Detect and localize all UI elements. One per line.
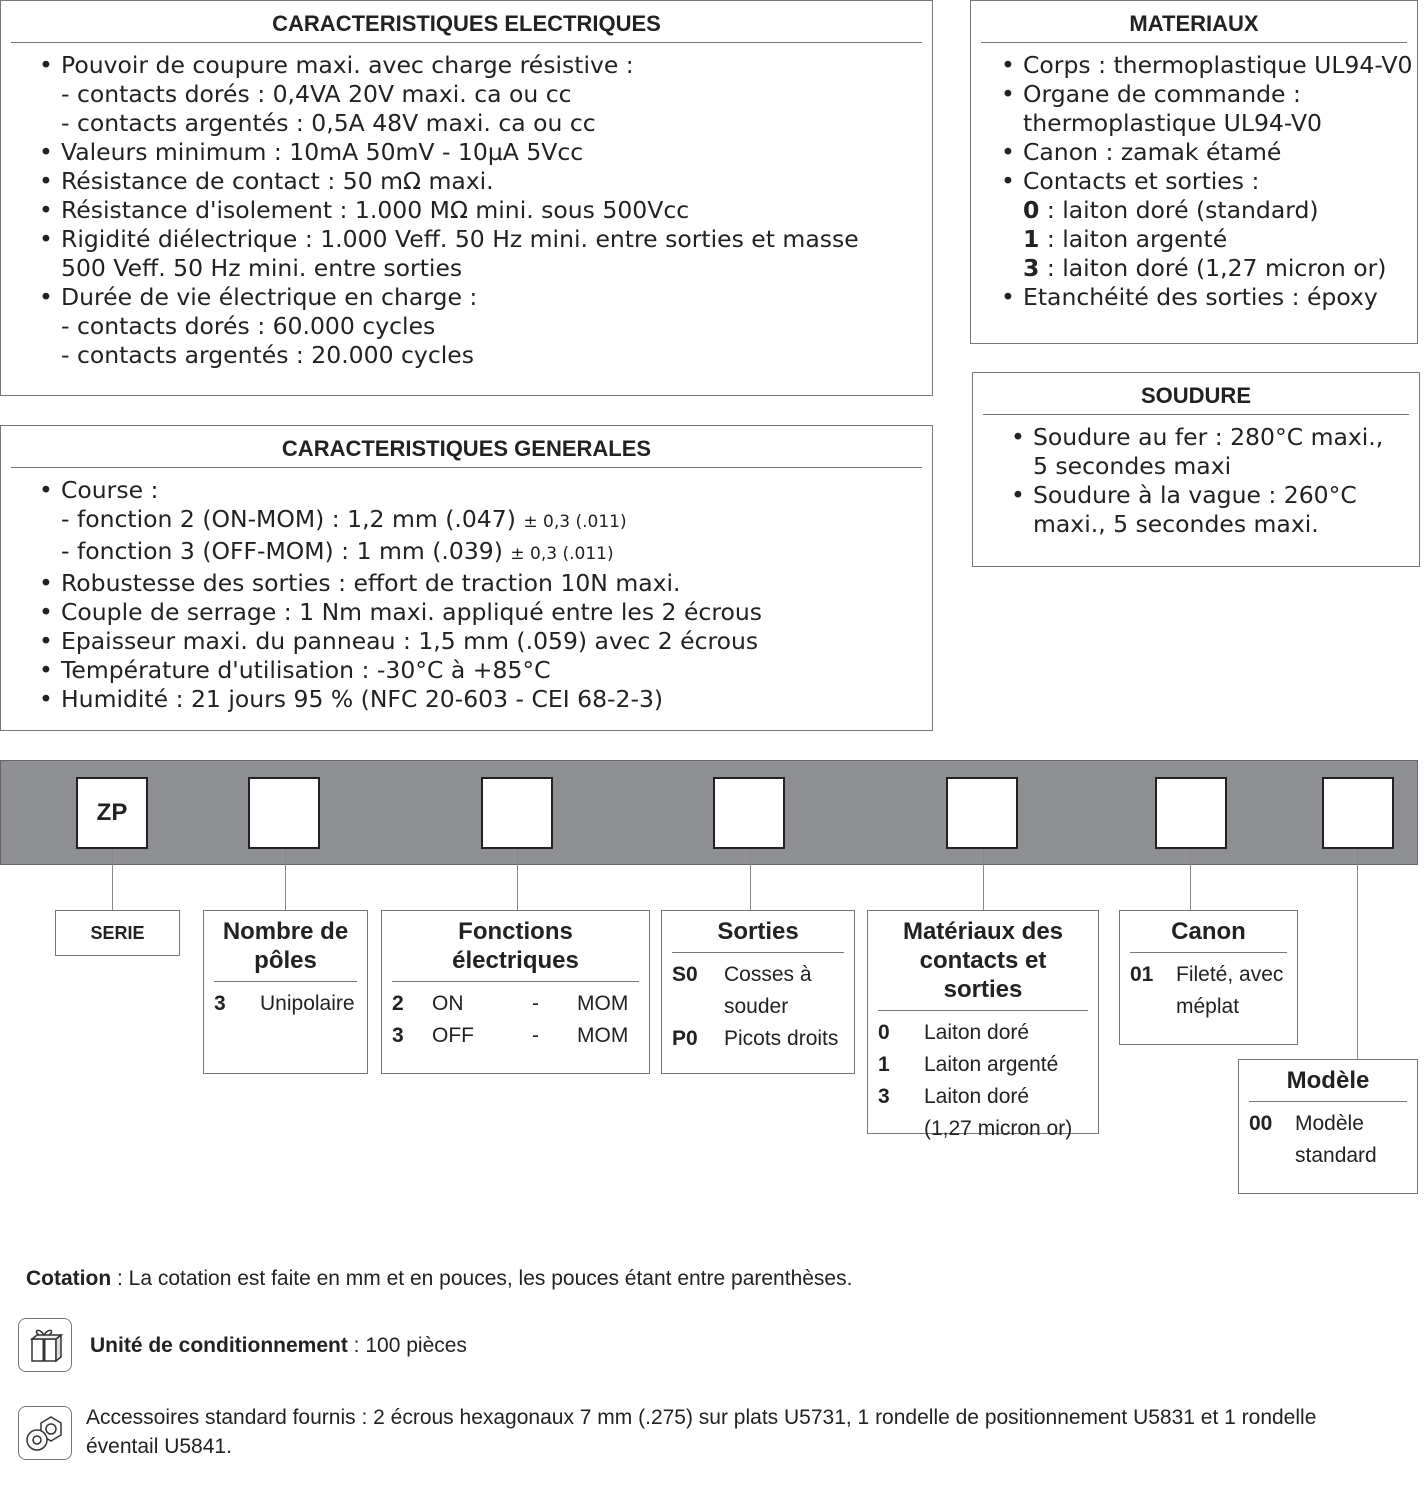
materials-item: • Contacts et sorties : 0 : laiton doré (standard) 1 : laiton argenté 3 : laiton doré (1,27 micron or) xyxy=(1001,167,1417,283)
materials-item: • Etanchéité des sorties : époxy xyxy=(1001,283,1417,312)
canon-box xyxy=(1119,910,1298,1045)
functions-option: 2 ON - MOM xyxy=(392,992,629,1015)
packaging-note: Unité de conditionnement : 100 pièces xyxy=(90,1334,467,1357)
general-item: • Epaisseur maxi. du panneau : 1,5 mm (.059) avec 2 écrous xyxy=(39,627,932,656)
slot-poles xyxy=(248,777,320,849)
cotation-note: Cotation : La cotation est faite en mm et en pouces, les pouces étant entre parenthèses. xyxy=(26,1267,853,1290)
contacts-title: Matériaux des contacts et sorties xyxy=(878,917,1088,1011)
materials-item: • Corps : thermoplastique UL94-V0 xyxy=(1001,51,1417,80)
poles-title: Nombre de pôles xyxy=(214,917,357,982)
connector-line xyxy=(112,849,113,910)
outputs-box xyxy=(661,910,855,1074)
materials-box xyxy=(970,0,1418,344)
slot-prefix: ZP xyxy=(76,777,148,849)
electrical-characteristics-box xyxy=(0,0,933,396)
functions-title: Fonctions électriques xyxy=(392,917,639,982)
electrical-item: • Résistance de contact : 50 mΩ maxi. xyxy=(39,167,932,196)
poles-option: 3 Unipolaire xyxy=(214,992,355,1015)
connector-line xyxy=(750,849,751,910)
gift-package-icon xyxy=(18,1318,72,1372)
accessories-note: Accessoires standard fournis : 2 écrous hexagonaux 7 mm (.275) sur plats U5731, 1 rondelle de positionnement U5831 et 1 rondelle éventail U5841. xyxy=(86,1406,1317,1458)
soldering-box xyxy=(972,372,1420,567)
electrical-item: • Valeurs minimum : 10mA 50mV - 10µA 5Vcc xyxy=(39,138,932,167)
canon-title: Canon xyxy=(1130,917,1287,953)
electrical-title: CARACTERISTIQUES ELECTRIQUES xyxy=(11,11,922,43)
model-option: 00 Modèle standard xyxy=(1249,1112,1377,1167)
electrical-item: • Rigidité diélectrique : 1.000 Veff. 50 Hz mini. entre sorties et masse 500 Veff. 50 Hz mini. entre sorties xyxy=(39,225,932,283)
slot-functions xyxy=(481,777,553,849)
connector-line xyxy=(1357,849,1358,1059)
poles-box xyxy=(203,910,368,1074)
soldering-item: • Soudure à la vague : 260°C maxi., 5 secondes maxi. xyxy=(1011,481,1419,539)
materials-item: • Organe de commande : thermoplastique UL94-V0 xyxy=(1001,80,1417,138)
connector-line xyxy=(983,849,984,910)
general-item: • Couple de serrage : 1 Nm maxi. appliqué entre les 2 écrous xyxy=(39,598,932,627)
slot-outputs xyxy=(713,777,785,849)
soldering-title: SOUDURE xyxy=(983,383,1409,415)
electrical-item: • Pouvoir de coupure maxi. avec charge résistive : - contacts dorés : 0,4VA 20V maxi. ca ou cc - contacts argentés : 0,5A 48V maxi. ca ou cc xyxy=(39,51,932,138)
model-box xyxy=(1238,1059,1418,1194)
soldering-item: • Soudure au fer : 280°C maxi., 5 secondes maxi xyxy=(1011,423,1419,481)
model-title: Modèle xyxy=(1249,1066,1407,1102)
outputs-option: S0 Cosses à souder xyxy=(672,963,812,1018)
connector-line xyxy=(517,849,518,910)
general-characteristics-box xyxy=(0,425,933,731)
general-item: • Température d'utilisation : -30°C à +85°C xyxy=(39,656,932,685)
materials-title: MATERIAUX xyxy=(981,11,1407,43)
functions-option: 3 OFF - MOM xyxy=(392,1024,629,1047)
functions-box xyxy=(381,910,650,1074)
canon-option: 01 Fileté, avec méplat xyxy=(1130,963,1284,1018)
electrical-item: • Durée de vie électrique en charge : - contacts dorés : 60.000 cycles - contacts argentés : 20.000 cycles xyxy=(39,283,932,370)
contacts-box xyxy=(867,910,1099,1140)
slot-canon xyxy=(1155,777,1227,849)
general-title: CARACTERISTIQUES GENERALES xyxy=(11,436,922,468)
slot-model xyxy=(1322,777,1394,849)
serie-box xyxy=(55,910,180,956)
general-item: • Humidité : 21 jours 95 % (NFC 20-603 - CEI 68-2-3) xyxy=(39,685,932,714)
outputs-title: Sorties xyxy=(672,917,844,953)
serie-label: SERIE xyxy=(90,923,145,943)
general-item: • Robustesse des sorties : effort de traction 10N maxi. xyxy=(39,569,932,598)
contacts-option: 1 Laiton argenté xyxy=(878,1053,1059,1076)
electrical-item: • Résistance d'isolement : 1.000 MΩ mini. sous 500Vcc xyxy=(39,196,932,225)
contacts-option: 0 Laiton doré xyxy=(878,1021,1030,1044)
outputs-option: P0 Picots droits xyxy=(672,1027,839,1050)
connector-line xyxy=(1190,849,1191,910)
contacts-option: 3 Laiton doré (1,27 micron or) xyxy=(878,1085,1073,1140)
hex-nut-washer-icon xyxy=(18,1406,72,1460)
slot-contacts xyxy=(946,777,1018,849)
materials-item: • Canon : zamak étamé xyxy=(1001,138,1417,167)
general-item: • Course : - fonction 2 (ON-MOM) : 1,2 mm (.047) ± 0,3 (.011) - fonction 3 (OFF-MOM) : 1 mm (.039) ± 0,3 (.011) xyxy=(39,476,932,569)
connector-line xyxy=(285,849,286,910)
